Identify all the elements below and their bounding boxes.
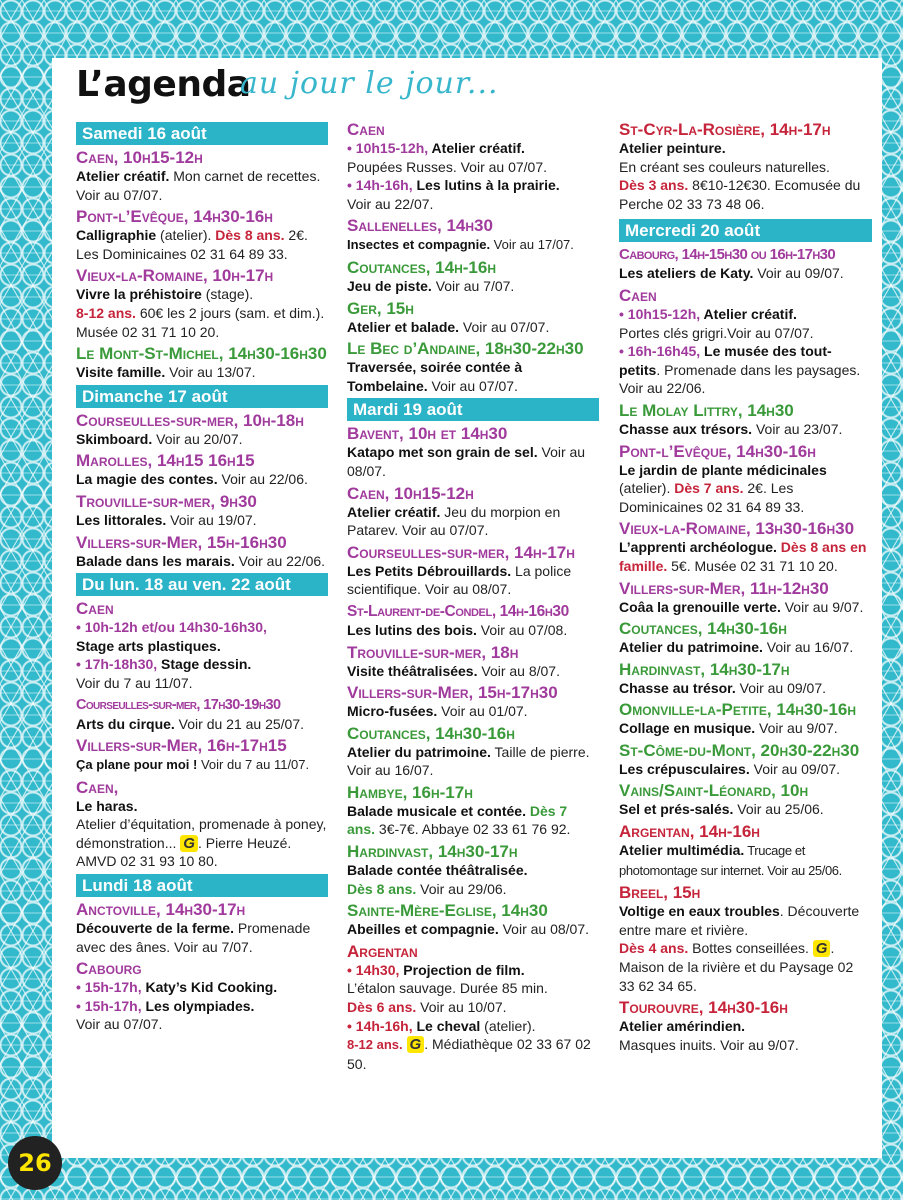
event-name: Visite théâtralisées. bbox=[347, 662, 478, 679]
event-town: Coutances, 14h-16h bbox=[347, 257, 496, 277]
event-text: Taille de pierre. Voir au 16/07. bbox=[347, 743, 590, 779]
event bbox=[347, 484, 599, 540]
event bbox=[347, 258, 599, 296]
event-age: Dès 7 ans. bbox=[674, 480, 744, 497]
event-name: Atelier peinture. bbox=[619, 140, 726, 156]
event bbox=[347, 543, 599, 599]
event-name: Chasse aux trésors. bbox=[619, 420, 753, 437]
event-town: Caen, 10h15-12h bbox=[347, 483, 474, 503]
event-town: St-Laurent-de-Condel, 14h-16h30 bbox=[347, 602, 569, 620]
event bbox=[619, 998, 872, 1054]
event bbox=[347, 643, 599, 681]
event-text: Trucage et photomontage sur internet. Voir au 25/06. bbox=[619, 843, 842, 878]
event bbox=[619, 401, 872, 439]
event-text: Jeu du morpion en Patarev. Voir au 07/07. bbox=[347, 503, 561, 539]
event-name: Abeilles et compagnie. bbox=[347, 921, 499, 938]
event-age: Dès 8 ans. bbox=[215, 227, 285, 244]
event-name: Atelier amérindien. bbox=[619, 1018, 746, 1035]
event-name: Collage en musique. bbox=[619, 720, 756, 737]
event bbox=[347, 299, 599, 337]
event-name: Atelier et balade. bbox=[347, 318, 460, 335]
page-subtitle: au jour le jour... bbox=[240, 66, 499, 101]
event-text: Voir au 29/06. bbox=[416, 880, 507, 897]
event-text: . Promenade dans les paysages. Voir au 22/06. bbox=[619, 361, 861, 397]
event-text: Voir du 21 au 25/07. bbox=[174, 715, 305, 732]
event-text: Voir au 16/07. bbox=[762, 639, 854, 656]
free-badge: G bbox=[180, 835, 198, 852]
event bbox=[347, 339, 599, 395]
event-name: Ça plane pour moi ! bbox=[76, 757, 198, 773]
event-town: Caen bbox=[619, 285, 657, 305]
event-name: Atelier du patrimoine. bbox=[347, 743, 491, 760]
event-age: 8-12 ans. bbox=[76, 304, 136, 321]
event bbox=[619, 822, 872, 880]
event-town: Caen bbox=[76, 599, 114, 619]
event-name: Stage arts plastiques. bbox=[76, 637, 221, 654]
event-town: Vains/Saint-Léonard, 10h bbox=[619, 781, 809, 801]
event-name: Atelier du patrimoine. bbox=[619, 639, 763, 656]
event-text: Voir au 07/07. bbox=[459, 318, 550, 335]
event-time: • 10h-12h et/ou 14h30-16h30, bbox=[76, 619, 267, 636]
event bbox=[619, 442, 872, 517]
event-time: • 14h-16h, bbox=[347, 1017, 413, 1034]
event bbox=[347, 602, 599, 640]
event-town: Vieux-la-Romaine, 13h30-16h30 bbox=[619, 519, 855, 539]
event bbox=[76, 207, 328, 263]
event bbox=[76, 492, 328, 530]
event-text: (atelier). bbox=[156, 227, 216, 244]
event-name: Jeu de piste. bbox=[347, 277, 432, 294]
event-name: Vivre la préhistoire bbox=[76, 286, 202, 303]
event-name: Les lutins à la prairie. bbox=[412, 177, 560, 194]
event-name: Les crépusculaires. bbox=[619, 760, 750, 777]
event-text: Voir au 25/06. bbox=[733, 801, 824, 818]
event-text: Voir au 9/07. bbox=[780, 598, 864, 615]
event-name: Atelier créatif. bbox=[347, 503, 441, 520]
event-name: Arts du cirque. bbox=[76, 715, 175, 732]
event-town: Tourouvre, 14h30-16h bbox=[619, 998, 788, 1018]
event-town: St-Côme-du-Mont, 20h30-22h30 bbox=[619, 740, 860, 760]
event-town: Courseulles-sur-mer, 10h-18h bbox=[76, 410, 304, 430]
event-text: Mon carnet de recettes. Voir au 07/07. bbox=[76, 168, 321, 203]
event-name: Insectes et compagnie. bbox=[347, 237, 491, 253]
event-text: 2€. Les Dominicaines 02 31 64 89 33. bbox=[76, 227, 308, 262]
event bbox=[619, 245, 872, 283]
event bbox=[619, 286, 872, 398]
event-text: L’étalon sauvage. Durée 85 min. bbox=[347, 980, 548, 997]
event bbox=[76, 148, 328, 204]
event-text: Voir au 22/07. bbox=[347, 195, 434, 212]
event-text: (atelier). bbox=[480, 1017, 536, 1034]
event-age: Dès 7 ans. bbox=[347, 802, 568, 838]
event bbox=[76, 344, 328, 382]
event-town: Le Mont-St-Michel, 14h30-16h30 bbox=[76, 344, 327, 364]
event bbox=[76, 451, 328, 489]
event-age: 8-12 ans. bbox=[347, 1037, 403, 1053]
event-time: • 15h-17h, bbox=[76, 979, 142, 996]
event-text: Voir au 08/07. bbox=[498, 921, 590, 938]
day-header: Mardi 19 août bbox=[347, 398, 599, 421]
event-time: • 14h30, bbox=[347, 961, 400, 978]
event-town: Bavent, 10h et 14h30 bbox=[347, 424, 508, 444]
event-name: Stage dessin. bbox=[157, 656, 252, 673]
event-text: Voir au 13/07. bbox=[165, 364, 256, 381]
event-name: Micro-fusées. bbox=[347, 703, 438, 720]
event-town: Marolles, 14h15 16h15 bbox=[76, 451, 255, 471]
event-text: Voir au 23/07. bbox=[752, 420, 843, 437]
event-name: Atelier créatif. bbox=[76, 168, 170, 184]
event bbox=[76, 696, 328, 734]
event-name: Visite famille. bbox=[76, 364, 166, 381]
event-name: Katapo met son grain de sel. bbox=[347, 444, 538, 461]
event-town: Caen, 10h15-12h bbox=[76, 148, 203, 167]
event-time: • 10h15-12h, bbox=[347, 140, 429, 156]
event-town: Breel, 15h bbox=[619, 883, 701, 903]
event bbox=[76, 411, 328, 449]
event-name: Les lutins des bois. bbox=[347, 621, 477, 638]
event-time: • 15h-17h, bbox=[76, 997, 142, 1014]
event-text: (atelier). bbox=[619, 480, 675, 497]
event-town: Ger, 15h bbox=[347, 298, 414, 318]
event-name: Skimboard. bbox=[76, 430, 153, 447]
event-text: Voir au 8/07. bbox=[477, 662, 560, 679]
event-name: Les Petits Débrouillards. bbox=[347, 562, 512, 579]
event-text: Voir au 20/07. bbox=[152, 430, 243, 447]
event bbox=[347, 216, 599, 255]
event-town: Villers-sur-Mer, 15h-17h30 bbox=[347, 683, 558, 703]
event-text: Voir au 07/07. bbox=[76, 1016, 163, 1033]
event-town: Trouville-sur-mer, 18h bbox=[347, 642, 519, 662]
event-text: Voir au 01/07. bbox=[437, 703, 528, 720]
event-town: Caen, bbox=[76, 777, 119, 797]
event bbox=[347, 724, 599, 780]
event-text: Voir au 07/08. bbox=[476, 621, 568, 638]
page-number: 26 bbox=[8, 1136, 62, 1190]
event-time: • 10h15-12h, bbox=[619, 305, 701, 322]
event-time: • 16h-16h45, bbox=[619, 343, 701, 360]
event-text: Voir au 9/07. bbox=[755, 720, 838, 737]
event-text: Voir du 7 au 11/07. bbox=[76, 674, 193, 691]
event-name: Découverte de la ferme. bbox=[76, 920, 234, 937]
event-age: Dès 4 ans. bbox=[619, 940, 689, 957]
event-text: . Maison de la rivière et du Paysage 02 33 62 34 65. bbox=[619, 940, 854, 994]
event-text: Voir au 09/07. bbox=[753, 265, 844, 282]
column-3 bbox=[619, 120, 872, 1057]
event-text: 3€-7€. Abbaye 02 33 61 76 92. bbox=[375, 821, 571, 838]
event-text: (stage). bbox=[201, 286, 254, 303]
event-text: Bottes conseillées. bbox=[688, 940, 813, 957]
event bbox=[619, 120, 872, 213]
event-time: • 14h-16h, bbox=[347, 177, 413, 194]
event-name: Atelier créatif. bbox=[428, 140, 525, 156]
event-name: Le haras. bbox=[76, 797, 138, 814]
event-text: . Médiathèque 02 33 67 02 50. bbox=[347, 1036, 591, 1072]
event-name: Balade contée théâtralisée. bbox=[347, 862, 528, 879]
event-text: Voir au 7/07. bbox=[431, 277, 515, 294]
event-text: Voir au 09/07. bbox=[749, 760, 841, 777]
event bbox=[347, 942, 599, 1074]
free-badge: G bbox=[407, 1036, 425, 1053]
free-badge: G bbox=[813, 940, 831, 957]
event-name: Le musée des tout-petits bbox=[619, 343, 832, 378]
event bbox=[619, 883, 872, 995]
event-town: Trouville-sur-mer, 9h30 bbox=[76, 491, 257, 511]
event-name: Le jardin de plante médicinales bbox=[619, 461, 827, 478]
event-age: Dès 3 ans. bbox=[619, 177, 689, 194]
event bbox=[619, 619, 872, 657]
event bbox=[76, 959, 328, 1034]
event-name: Katy’s Kid Cooking. bbox=[141, 979, 278, 996]
event-text: Voir au 08/07. bbox=[347, 444, 586, 479]
event bbox=[76, 736, 328, 775]
event-text: Voir du 7 au 11/07. bbox=[197, 757, 310, 773]
event-name: Les olympiades. bbox=[141, 997, 255, 1014]
event-name: Voltige en eaux troubles bbox=[619, 903, 780, 920]
event-text: Poupées Russes. Voir au 07/07. bbox=[347, 158, 548, 175]
event-text: 8€10-12€30. Ecomusée du Perche 02 33 73 48 06. bbox=[619, 177, 861, 212]
event-name: Atelier multimédia. bbox=[619, 842, 745, 859]
event-town: Pont-l’Evêque, 14h30-16h bbox=[619, 441, 816, 461]
event-name: Balade dans les marais. bbox=[76, 552, 235, 569]
event-age: Dès 6 ans. bbox=[347, 999, 417, 1016]
event-town: Courseulles-sur-mer, 17h30-19h30 bbox=[76, 696, 281, 713]
page-title: L’agenda bbox=[76, 64, 251, 105]
event-text: Portes clés grigri.Voir au 07/07. bbox=[619, 324, 814, 341]
event bbox=[76, 778, 328, 871]
event-town: Hardinvast, 14h30-17h bbox=[347, 842, 518, 862]
event-text: Voir au 07/07. bbox=[427, 377, 518, 394]
event bbox=[347, 842, 599, 898]
event bbox=[347, 424, 599, 480]
event-town: Anctoville, 14h30-17h bbox=[76, 900, 246, 920]
event-town: Sallenelles, 14h30 bbox=[347, 216, 493, 236]
event-town: Le Bec d’Andaine, 18h30-22h30 bbox=[347, 339, 584, 359]
event bbox=[347, 783, 599, 839]
event-name: Les ateliers de Katy. bbox=[619, 265, 754, 282]
event-town: Argentan bbox=[347, 941, 418, 961]
event-town: Cabourg, 14h-15h30 ou 16h-17h30 bbox=[619, 246, 836, 264]
event-text: . Pierre Heuzé. AMVD 02 31 93 10 80. bbox=[76, 834, 292, 870]
event-name: Coâa la grenouille verte. bbox=[619, 598, 781, 615]
event-text: Atelier d’équitation, promenade à poney, démonstration... bbox=[76, 816, 327, 851]
event bbox=[619, 741, 872, 779]
event bbox=[619, 519, 872, 575]
event-text: Voir au 22/06. bbox=[217, 471, 308, 488]
event-town: Coutances, 14h30-16h bbox=[619, 619, 787, 639]
event bbox=[619, 660, 872, 698]
event-town: St-Cyr-La-Rosière, 14h-17h bbox=[619, 120, 831, 139]
event bbox=[347, 683, 599, 721]
event bbox=[76, 900, 328, 956]
day-header: Dimanche 17 août bbox=[76, 385, 328, 408]
event-name: Balade musicale et contée. bbox=[347, 802, 526, 819]
column-1 bbox=[76, 120, 328, 1037]
event-name: Le cheval bbox=[412, 1017, 481, 1034]
event-town: Argentan, 14h-16h bbox=[619, 822, 760, 842]
event-town: Vieux-la-Romaine, 10h-17h bbox=[76, 266, 274, 286]
event-town: Omonville-la-Petite, 14h30-16h bbox=[619, 700, 857, 720]
event bbox=[76, 533, 328, 571]
event-name: Calligraphie bbox=[76, 227, 157, 244]
event-town: Pont-l’Evêque, 14h30-16h bbox=[76, 207, 273, 227]
event-name: Traversée, soirée contée à Tombelaine. bbox=[347, 359, 523, 394]
event-text: Voir au 22/06. bbox=[234, 552, 326, 569]
event-age: Dès 8 ans en famille. bbox=[619, 539, 867, 574]
day-header: Mercredi 20 août bbox=[619, 219, 872, 242]
event-town: Villers-sur-Mer, 16h-17h15 bbox=[76, 736, 287, 756]
event-name: Chasse au trésor. bbox=[619, 679, 736, 696]
event-text: Masques inuits. Voir au 9/07. bbox=[619, 1036, 799, 1053]
event-name: Atelier créatif. bbox=[700, 305, 797, 322]
event-text: En créant ses couleurs naturelles. bbox=[619, 158, 830, 175]
column-2 bbox=[347, 120, 599, 1076]
event-town: Le Molay Littry, 14h30 bbox=[619, 400, 794, 420]
event bbox=[619, 579, 872, 617]
event-text: Voir au 17/07. bbox=[490, 237, 574, 253]
event-town: Sainte-Mère-Eglise, 14h30 bbox=[347, 901, 548, 921]
event-age: Dès 8 ans. bbox=[347, 880, 417, 897]
day-header: Du lun. 18 au ven. 22 août bbox=[76, 573, 328, 596]
event-name: Sel et prés-salés. bbox=[619, 801, 734, 818]
event-town: Villers-sur-Mer, 11h-12h30 bbox=[619, 578, 829, 598]
event-text: La police scientifique. Voir au 08/07. bbox=[347, 562, 572, 598]
event-name: L’apprenti archéologue. bbox=[619, 539, 777, 556]
event-town: Courseulles-sur-mer, 14h-17h bbox=[347, 542, 575, 562]
day-header: Samedi 16 août bbox=[76, 122, 328, 145]
event bbox=[76, 266, 328, 341]
event bbox=[76, 599, 328, 692]
event-town: Hambye, 16h-17h bbox=[347, 782, 473, 802]
event-text: 5€. Musée 02 31 71 10 20. bbox=[667, 557, 838, 574]
event-town: Caen bbox=[347, 120, 385, 139]
event-town: Villers-sur-Mer, 15h-16h30 bbox=[76, 532, 287, 552]
event bbox=[347, 901, 599, 939]
event-name: Les littorales. bbox=[76, 511, 167, 528]
event-text: . Découverte entre mare et rivière. bbox=[619, 903, 860, 938]
event-name: La magie des contes. bbox=[76, 471, 218, 488]
event-town: Hardinvast, 14h30-17h bbox=[619, 659, 790, 679]
event-text: Voir au 19/07. bbox=[166, 511, 257, 528]
event-name: Projection de film. bbox=[399, 961, 525, 978]
event-time: • 17h-18h30, bbox=[76, 656, 158, 673]
event-text: Promenade avec des ânes. Voir au 7/07. bbox=[76, 920, 311, 955]
event-text: 60€ les 2 jours (sam. et dim.). Musée 02 31 71 10 20. bbox=[76, 304, 325, 340]
event-text: Voir au 10/07. bbox=[416, 999, 507, 1016]
event-text: 2€. Les Dominicaines 02 31 64 89 33. bbox=[619, 480, 805, 515]
event-text: Voir au 09/07. bbox=[735, 679, 827, 696]
event-town: Cabourg bbox=[76, 959, 142, 979]
day-header: Lundi 18 août bbox=[76, 874, 328, 897]
event bbox=[619, 700, 872, 738]
event bbox=[347, 120, 599, 213]
event-town: Coutances, 14h30-16h bbox=[347, 723, 515, 743]
event bbox=[619, 781, 872, 819]
